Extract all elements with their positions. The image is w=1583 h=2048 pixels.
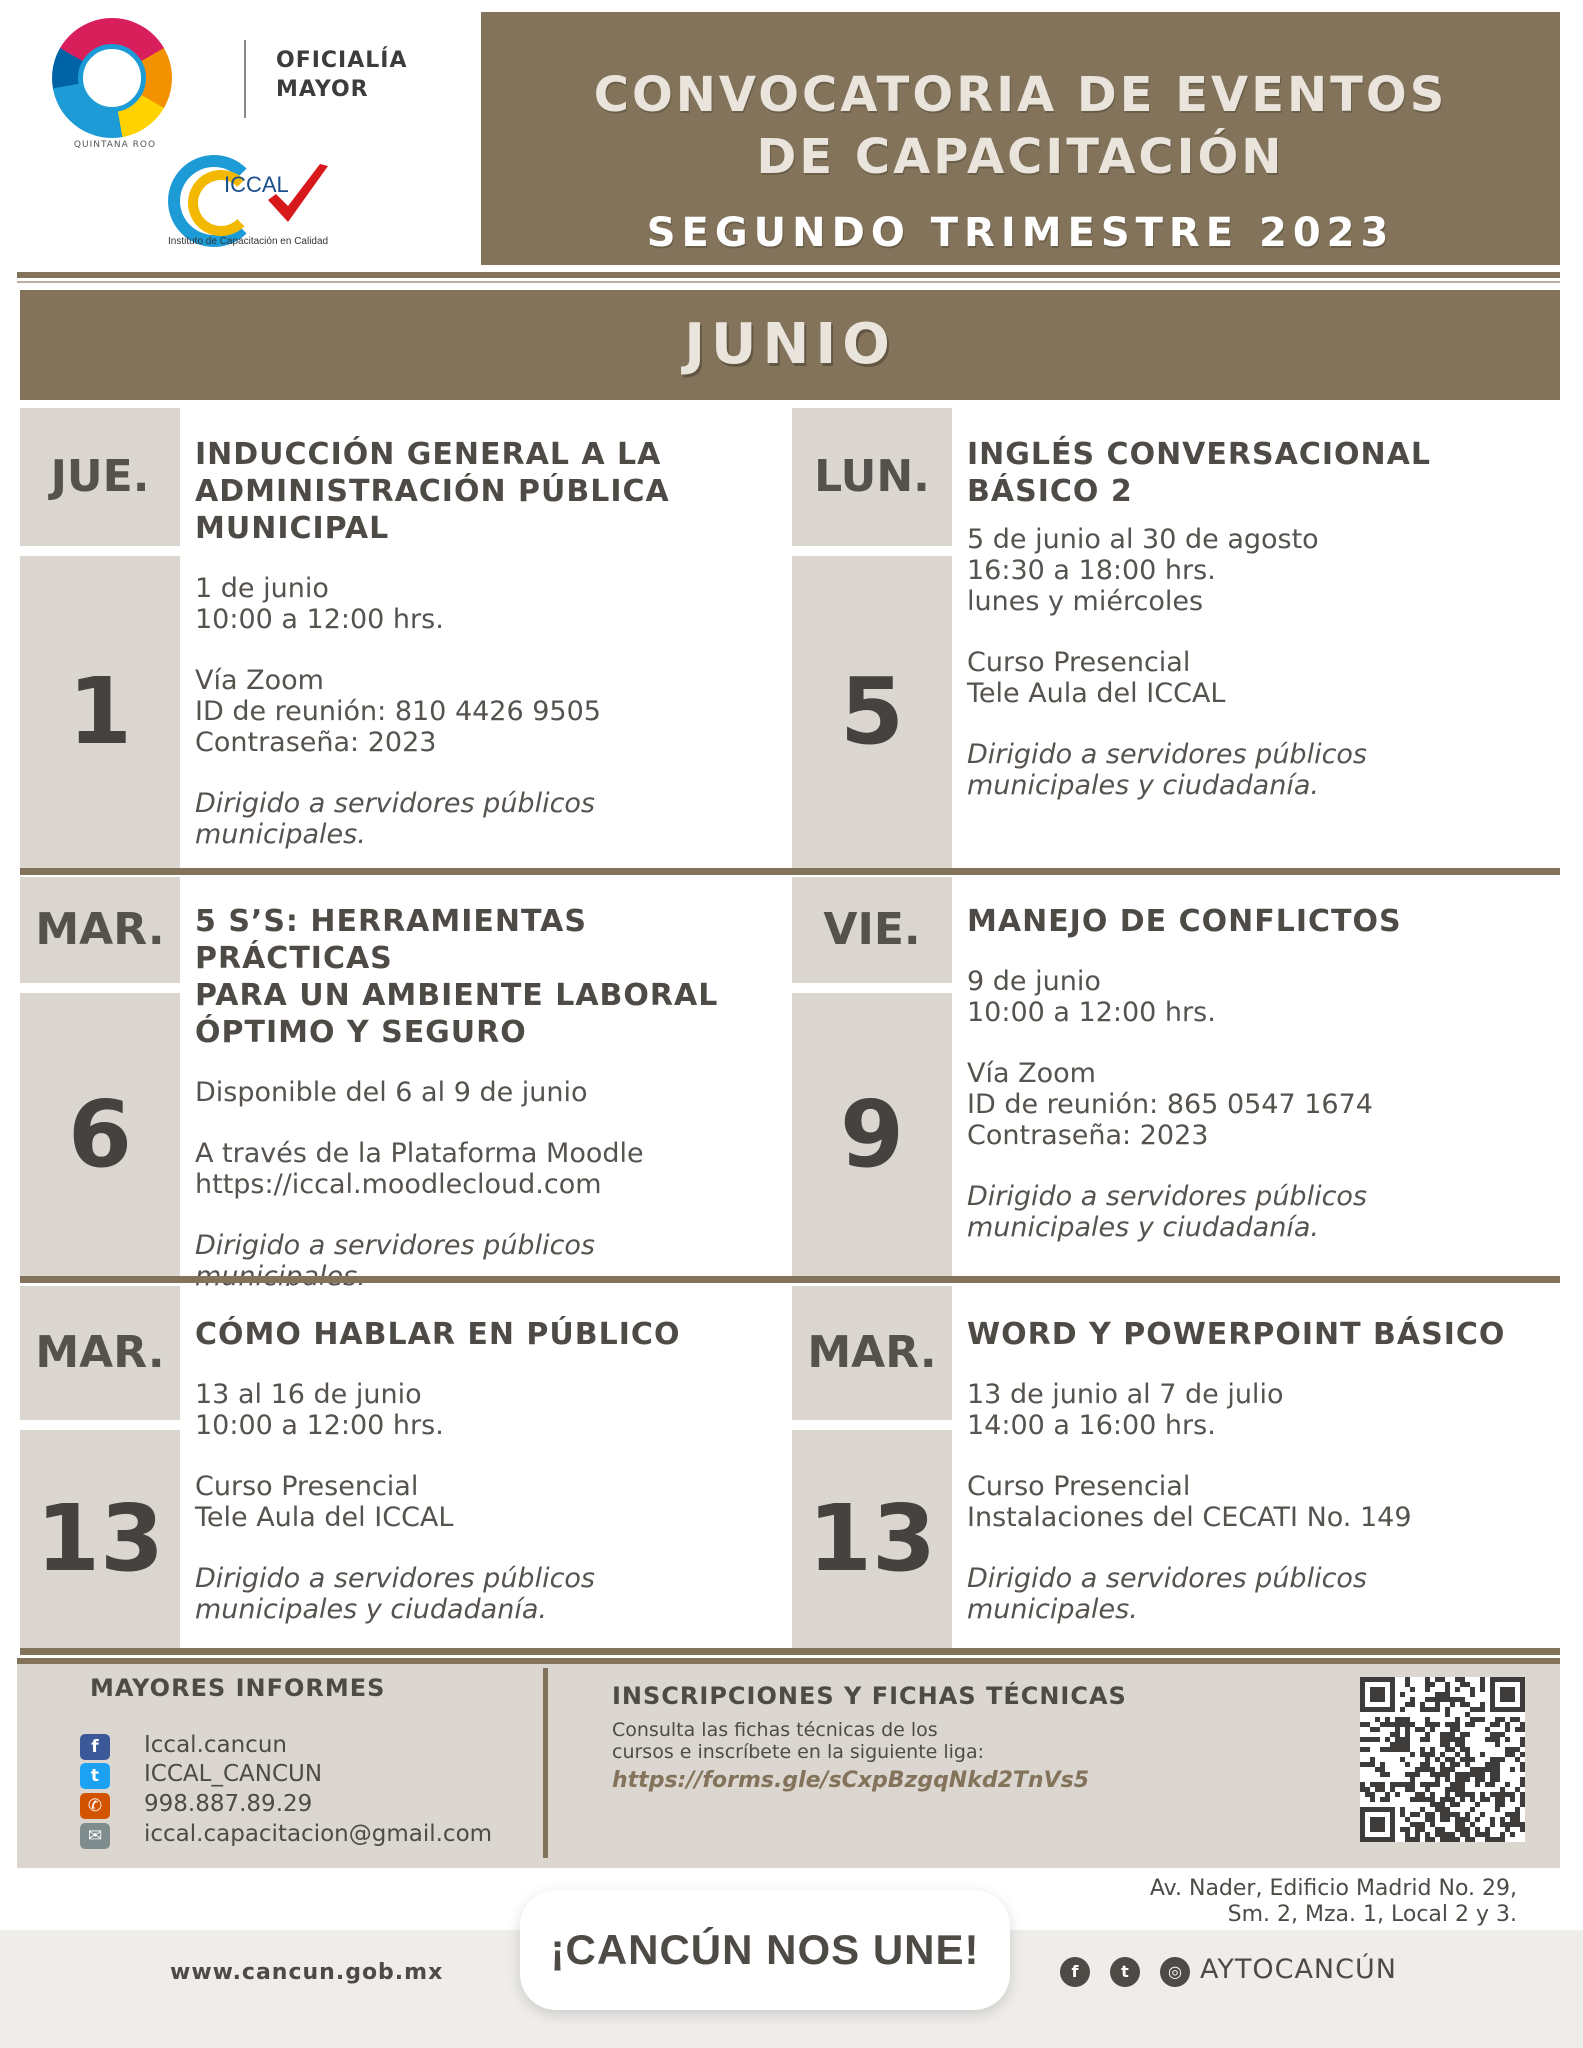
event-title-line: MANEJO DE CONFLICTOS xyxy=(967,904,1402,939)
event-modality-line: ID de reunión: 810 4426 9505 xyxy=(195,696,601,727)
event-audience-line: Dirigido a servidores públicos xyxy=(967,739,1368,770)
event-audience-line: municipales y ciudadanía. xyxy=(195,1594,547,1625)
row-separator xyxy=(20,1276,1560,1283)
banner-title xyxy=(481,64,1560,188)
event-day-number: 13 xyxy=(792,1430,952,1648)
header-rule xyxy=(17,272,1560,278)
event-day-number: 1 xyxy=(20,556,180,868)
event-weekday: MAR. xyxy=(792,1286,952,1420)
event-title-line: 5 S’S: HERRAMIENTAS PRÁCTICAS xyxy=(195,904,587,976)
banner-title-line2: DE CAPACITACIÓN xyxy=(756,129,1285,185)
banner-subtitle: SEGUNDO TRIMESTRE 2023 xyxy=(646,210,1395,256)
event-day-number: 9 xyxy=(792,993,952,1277)
event-modality xyxy=(195,665,783,758)
phone-icon[interactable]: ✆ xyxy=(80,1793,110,1819)
month-heading: JUNIO xyxy=(20,290,1560,400)
registration-text-line2: cursos e inscríbete en la siguiente liga: xyxy=(612,1741,985,1763)
event-modality-line: ID de reunión: 865 0547 1674 xyxy=(967,1089,1373,1120)
org-name-line2: MAYOR xyxy=(276,77,369,102)
event-audience-line: municipales. xyxy=(967,1594,1138,1625)
event-modality xyxy=(967,1471,1553,1533)
event-modality-line: Contraseña: 2023 xyxy=(967,1120,1209,1151)
more-info-title: MAYORES INFORMES xyxy=(90,1674,386,1702)
header-divider xyxy=(244,40,246,118)
event-title xyxy=(967,436,1553,510)
footer-facebook-icon[interactable]: f xyxy=(1060,1957,1090,1987)
event-date-line: 13 de junio al 7 de julio xyxy=(967,1379,1284,1410)
event-date-line: 9 de junio xyxy=(967,966,1101,997)
event-date-line: lunes y miércoles xyxy=(967,586,1204,617)
event-title-line: ÓPTIMO Y SEGURO xyxy=(195,1015,527,1050)
event-title-line: MUNICIPAL xyxy=(195,511,390,546)
event-schedule xyxy=(195,1379,783,1441)
event-schedule xyxy=(967,524,1553,617)
event-weekday: MAR. xyxy=(20,1286,180,1420)
iccal-logo-text: ICCAL xyxy=(224,172,289,197)
event-date-line: Disponible del 6 al 9 de junio xyxy=(195,1077,588,1108)
address xyxy=(1150,1876,1517,1928)
event-weekday: LUN. xyxy=(792,408,952,546)
event-modality xyxy=(967,647,1553,709)
seal-text: QUINTANA ROO xyxy=(73,140,157,150)
event-title xyxy=(967,903,1553,940)
title-banner xyxy=(481,12,1560,265)
slogan: ¡CANCÚN NOS UNE! xyxy=(520,1890,1010,2010)
qr-code-icon xyxy=(1360,1677,1525,1842)
event-modality-line: https://iccal.moodlecloud.com xyxy=(195,1169,602,1200)
event-schedule xyxy=(195,573,783,635)
registration-text xyxy=(612,1719,984,1763)
info-divider xyxy=(543,1668,548,1858)
event-title-line: BÁSICO 2 xyxy=(967,474,1133,509)
event-date-line: 1 de junio xyxy=(195,573,329,604)
event-audience xyxy=(967,1563,1553,1625)
event-date-line: 10:00 a 12:00 hrs. xyxy=(195,1410,444,1441)
event-audience-line: municipales y ciudadanía. xyxy=(967,1212,1319,1243)
event-title-line: WORD Y POWERPOINT BÁSICO xyxy=(967,1317,1506,1352)
event-title xyxy=(195,1316,783,1353)
facebook-icon[interactable]: f xyxy=(80,1734,110,1760)
iccal-subtitle: Instituto de Capacitación en Calidad xyxy=(168,236,329,247)
event-modality-title: Curso Presencial xyxy=(195,1471,419,1502)
event-modality-line: Contraseña: 2023 xyxy=(195,727,437,758)
registration-text-line1: Consulta las fichas técnicas de los xyxy=(612,1719,938,1741)
event-audience xyxy=(967,739,1553,801)
event-title-line: ADMINISTRACIÓN PÚBLICA xyxy=(195,474,670,509)
contact-text: 998.887.89.29 xyxy=(144,1791,313,1817)
event-audience-line: Dirigido a servidores públicos xyxy=(967,1181,1368,1212)
footer-twitter-icon[interactable]: t xyxy=(1110,1957,1140,1987)
address-line2: Sm. 2, Mza. 1, Local 2 y 3. xyxy=(1227,1902,1517,1927)
event-title xyxy=(195,436,783,547)
banner-title-line1: CONVOCATORIA DE EVENTOS xyxy=(593,67,1448,123)
event-schedule xyxy=(195,1077,783,1108)
row-separator xyxy=(20,1648,1560,1655)
event-date-line: 14:00 a 16:00 hrs. xyxy=(967,1410,1216,1441)
event-date-line: 13 al 16 de junio xyxy=(195,1379,422,1410)
event-schedule xyxy=(967,1379,1553,1441)
event-schedule xyxy=(967,966,1553,1028)
event-date-line: 10:00 a 12:00 hrs. xyxy=(195,604,444,635)
event-date-line: 10:00 a 12:00 hrs. xyxy=(967,997,1216,1028)
event-modality-title: Vía Zoom xyxy=(195,665,324,696)
event-audience-line: Dirigido a servidores públicos xyxy=(195,788,596,819)
social-handle: AYTOCANCÚN xyxy=(1200,1954,1397,1985)
event-title-line: INGLÉS CONVERSACIONAL xyxy=(967,437,1431,472)
registration-title: INSCRIPCIONES Y FICHAS TÉCNICAS xyxy=(612,1682,1127,1710)
event-weekday: MAR. xyxy=(20,877,180,983)
event-title-line: INDUCCIÓN GENERAL A LA xyxy=(195,437,662,472)
event-weekday: JUE. xyxy=(20,408,180,546)
event-audience-line: municipales. xyxy=(195,819,366,850)
event-modality-line: Tele Aula del ICCAL xyxy=(195,1502,454,1533)
event-modality-title: Curso Presencial xyxy=(967,1471,1191,1502)
event-modality-line: Instalaciones del CECATI No. 149 xyxy=(967,1502,1412,1533)
twitter-icon[interactable]: t xyxy=(80,1763,110,1789)
event-modality xyxy=(195,1471,783,1533)
event-title xyxy=(967,1316,1553,1353)
event-modality-title: Vía Zoom xyxy=(967,1058,1096,1089)
event-weekday: VIE. xyxy=(792,877,952,983)
event-details xyxy=(967,436,1553,801)
contact-text: iccal.capacitacion@gmail.com xyxy=(144,1821,493,1847)
event-details xyxy=(195,903,783,1292)
checkmark-icon xyxy=(262,160,332,230)
contact-text: ICCAL_CANCUN xyxy=(144,1761,323,1787)
org-name xyxy=(276,46,408,104)
mail-icon[interactable]: ✉ xyxy=(80,1823,110,1849)
footer-instagram-icon[interactable]: ◎ xyxy=(1160,1957,1190,1987)
event-audience-line: Dirigido a servidores públicos xyxy=(195,1230,596,1261)
event-modality xyxy=(967,1058,1553,1151)
event-modality-line: Tele Aula del ICCAL xyxy=(967,678,1226,709)
event-audience xyxy=(195,788,783,850)
event-audience xyxy=(195,1563,783,1625)
event-day-number: 13 xyxy=(20,1430,180,1648)
event-date-line: 16:30 a 18:00 hrs. xyxy=(967,555,1216,586)
event-details xyxy=(195,436,783,850)
event-day-number: 5 xyxy=(792,556,952,868)
event-details xyxy=(967,1316,1553,1625)
website-link[interactable]: www.cancun.gob.mx xyxy=(170,1960,444,1985)
registration-link[interactable]: https://forms.gle/sCxpBzgqNkd2TnVs5 xyxy=(612,1768,1090,1793)
address-line1: Av. Nader, Edificio Madrid No. 29, xyxy=(1149,1876,1517,1901)
event-title xyxy=(195,903,783,1051)
header-rule-thin xyxy=(17,281,1560,283)
event-audience-line: municipales y ciudadanía. xyxy=(967,770,1319,801)
event-details xyxy=(195,1316,783,1625)
contact-text: Iccal.cancun xyxy=(144,1732,287,1758)
event-audience-line: Dirigido a servidores públicos xyxy=(967,1563,1368,1594)
event-day-number: 6 xyxy=(20,993,180,1277)
event-title-line: PARA UN AMBIENTE LABORAL xyxy=(195,978,719,1013)
org-name-line1: OFICIALÍA xyxy=(276,48,408,73)
event-title-line: CÓMO HABLAR EN PÚBLICO xyxy=(195,1317,681,1352)
event-details xyxy=(967,903,1553,1243)
event-audience-line: Dirigido a servidores públicos xyxy=(195,1563,596,1594)
event-audience xyxy=(967,1181,1553,1243)
event-modality xyxy=(195,1138,783,1200)
event-date-line: 5 de junio al 30 de agosto xyxy=(967,524,1319,555)
row-separator xyxy=(20,868,1560,875)
event-modality-title: A través de la Plataforma Moodle xyxy=(195,1138,644,1169)
event-modality-title: Curso Presencial xyxy=(967,647,1191,678)
municipal-seal-center xyxy=(78,44,146,112)
